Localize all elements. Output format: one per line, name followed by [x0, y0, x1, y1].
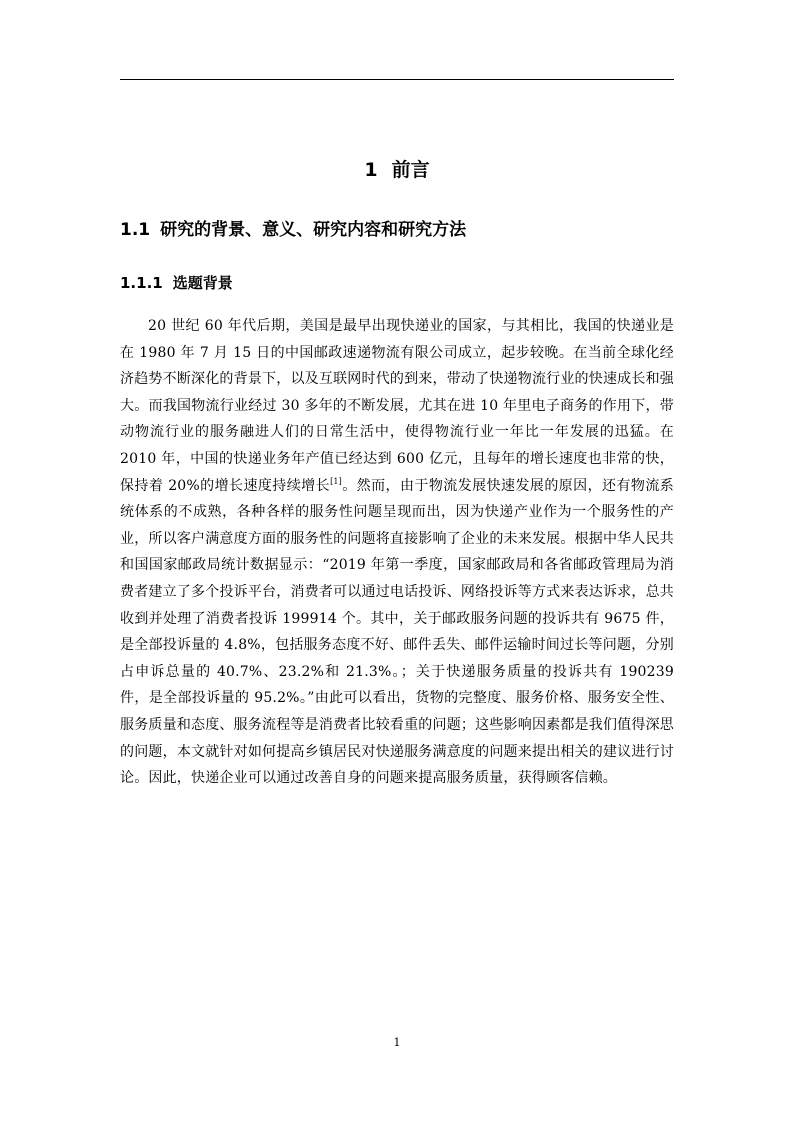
body-text-part2: 。然而，由于物流发展快速发展的原因，还有物流系统体系的不成熟，各种各样的服务性问题呈现而出，因为快递产业作为一个服务性的产业，所以客户满意度方面的服务性的问题将直接影响了企业的未来发展。根据中华人民共和国国家邮政局统计数据显示：“2019 年第一季度，国家邮政局和各省邮政管理局为消费者建立了多个投诉平台，消费者可以通过电话投诉、网络投诉等方式来表达诉求，总共收到并处理了消费者投诉 199914 个。其中，关于邮政服务问题的投诉共有 9675 件，是全部投诉量的 4.8%，包括服务态度不好、邮件丢失、邮件运输时间过长等问题，分别占申诉总量的 40.7%、23.2%和 21.3%。；关于快递服务质量的投诉共有 190239 件，是全部投诉量的 95.2%。”由此可以看出，货物的完整度、服务价格、服务安全性、服务质量和态度、服务流程等是消费者比较看重的问题；这些影响因素都是我们值得深思的问题，本文就针对如何提高乡镇居民对快递服务满意度的问题来提出相关的建议进行讨论。因此，快递企业可以通过改善自身的问题来提高服务质量，获得顾客信赖。: [120, 477, 674, 787]
subsection-title-text: 选题背景: [172, 274, 233, 292]
body-text-part1: 20 世纪 60 年代后期，美国是最早出现快递业的国家，与其相比，我国的快递业是在 1980 年 7 月 15 日的中国邮政速递物流有限公司成立，起步较晚。在当前全球化经济趋势不断深化的背景下，以及互联网时代的到来，带动了快递物流行业的快速成长和强大。而我国物流行业经过 30 多年的不断发展，尤其在进 10 年里电子商务的作用下，带动物流行业的服务融进人们的日常生活中，使得物流行业一年比一年发展的迅猛。在 2010 年，中国的快递业务年产值已经达到 600 亿元，且每年的增长速度也非常的快，保持着 20%的增长速度持续增长: [120, 318, 674, 494]
chapter-number: 1: [364, 159, 378, 181]
page-number: 1: [393, 1036, 401, 1049]
body-paragraph: [120, 313, 674, 792]
subsection-heading: [120, 271, 233, 295]
section-number: 1.1: [120, 220, 151, 240]
chapter-title: [120, 156, 674, 184]
section-heading: [120, 217, 466, 243]
section-title-text: 研究的背景、意义、研究内容和研究方法: [160, 220, 467, 240]
subsection-number: 1.1.1: [120, 274, 163, 292]
citation-reference[interactable]: [1]: [330, 476, 342, 486]
chapter-title-text: 前言: [391, 159, 430, 181]
header-rule: [120, 79, 674, 80]
